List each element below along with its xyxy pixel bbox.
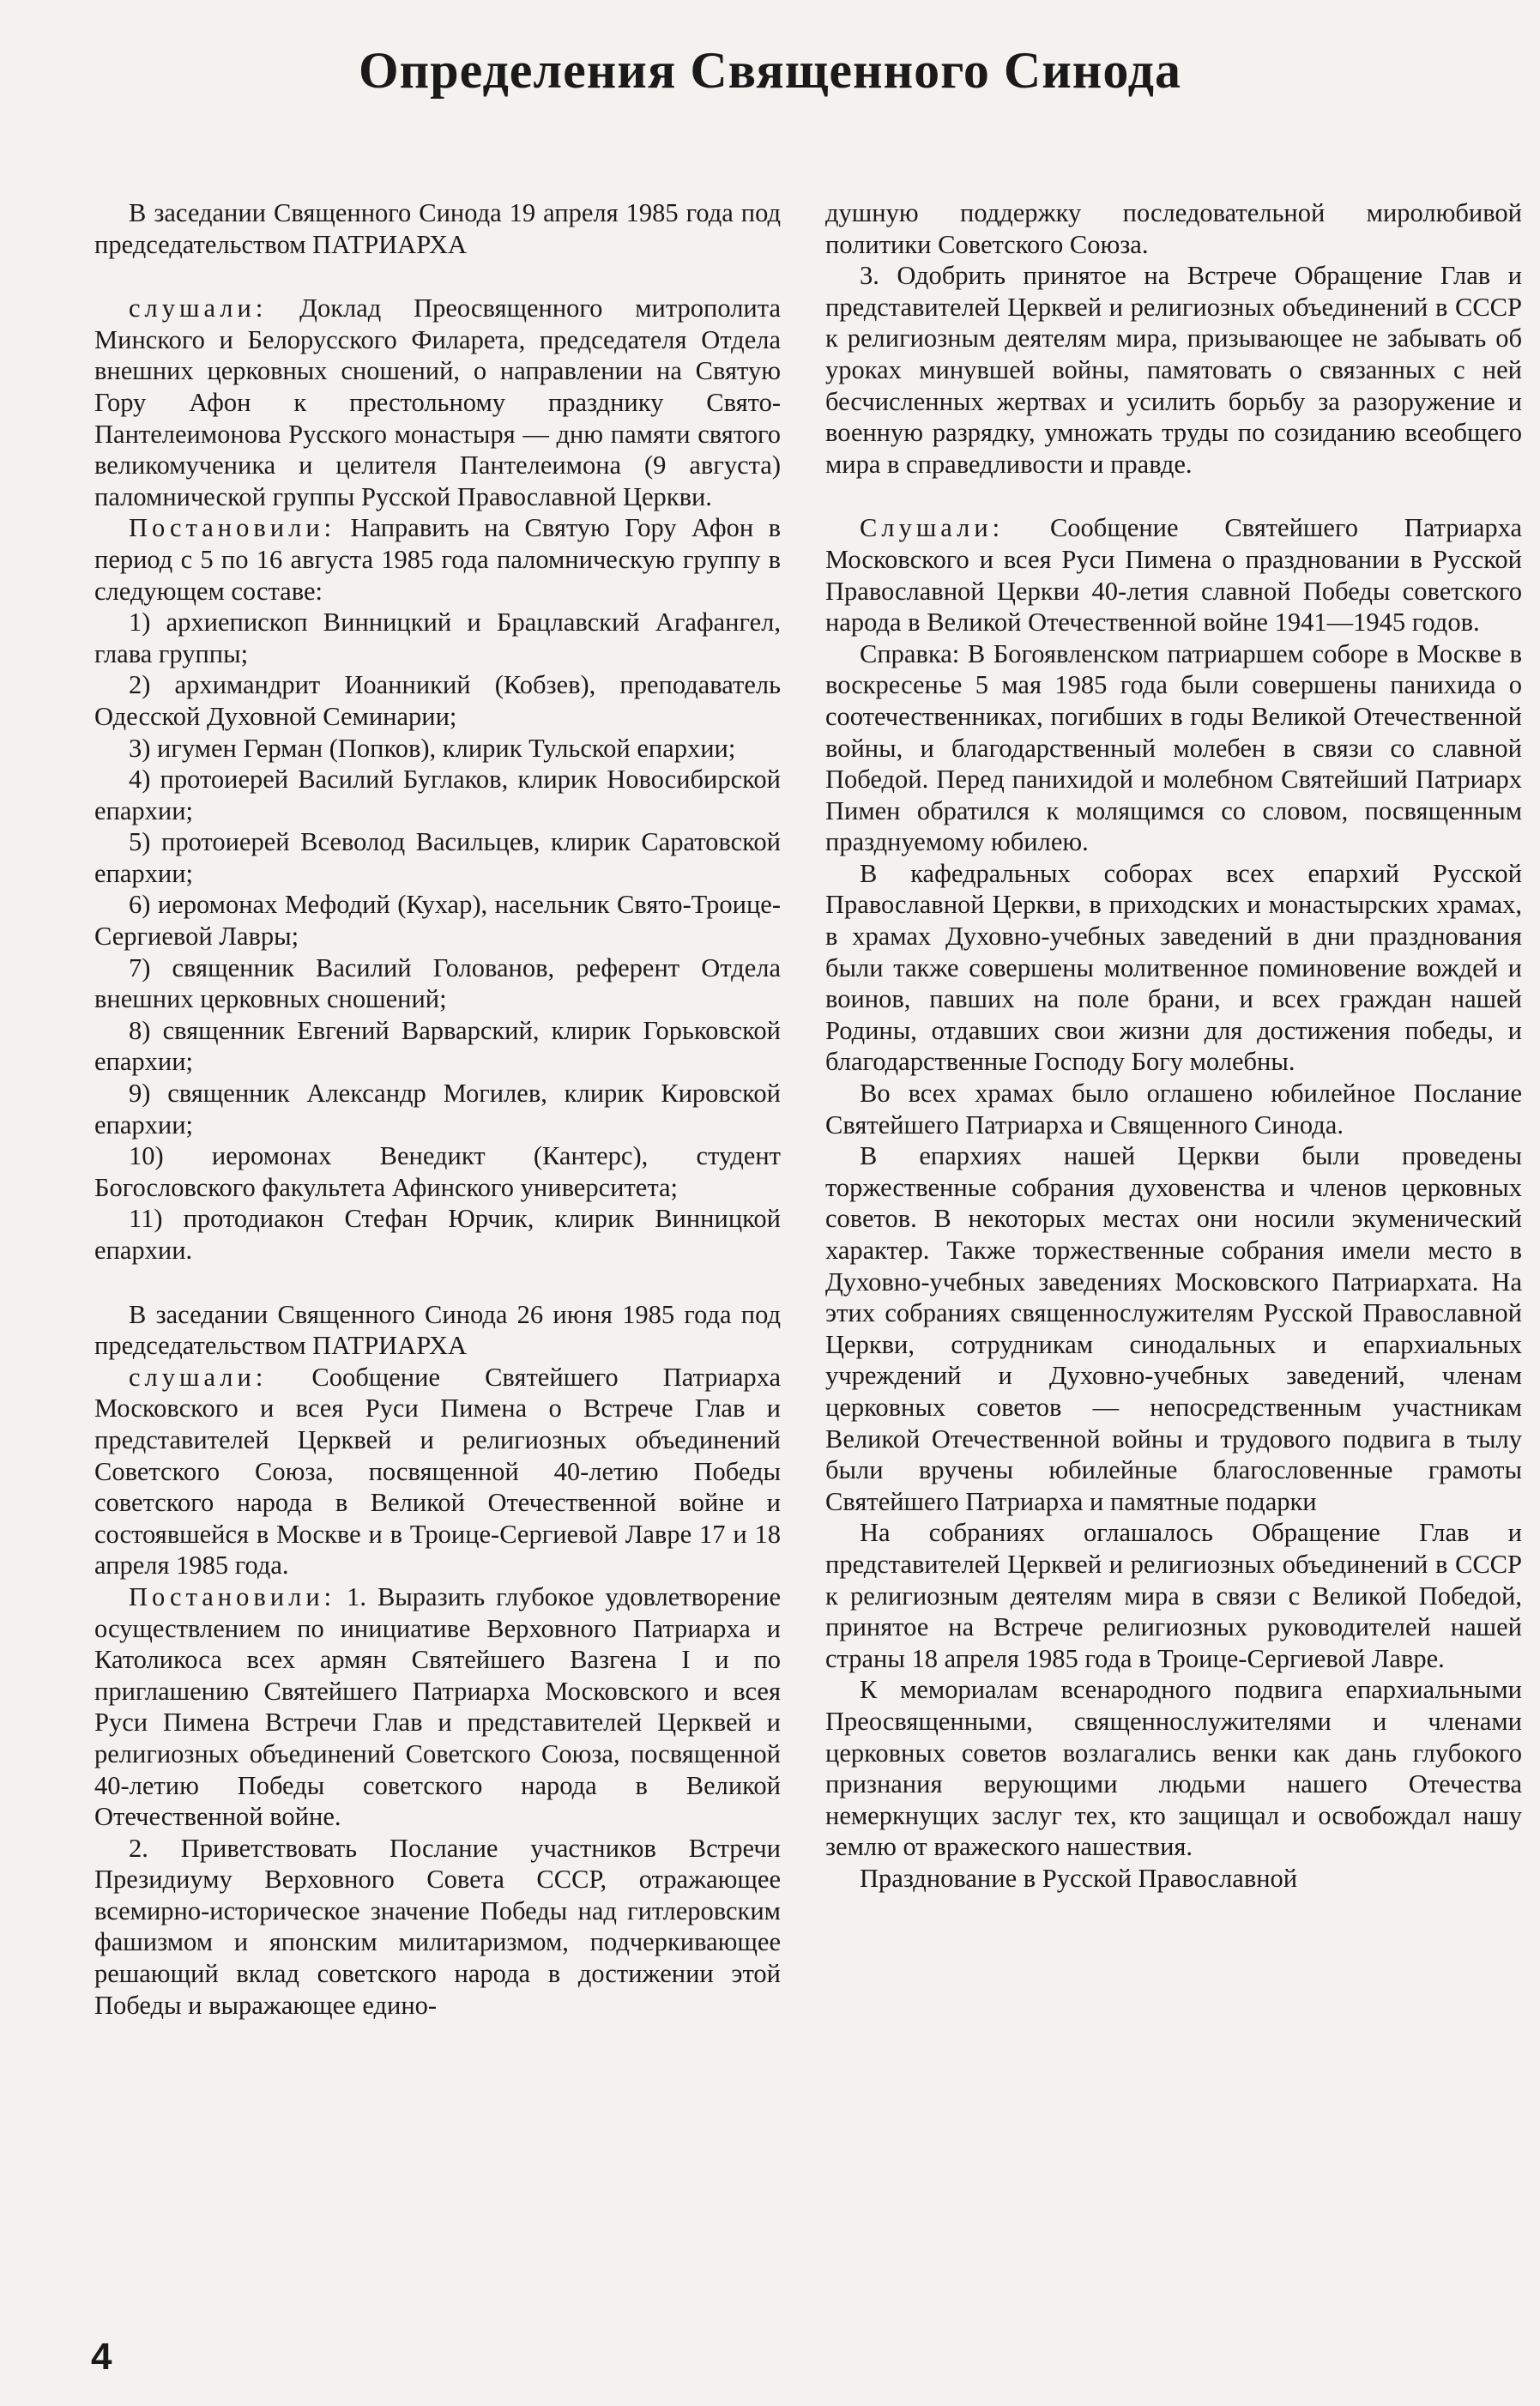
paragraph-text: Доклад Преосвященного митрополита Минского и Белорусского Филарета, председателя Отдела внешних церковных сношений, о направлении на Святую Гору Афон к престольному празднику Свято-Пантелеимонова Русского монастыря — дню памяти святого великомученика и целителя Пантелеимона (9 августа) паломнической группы Русской Православной Церкви. — [94, 293, 781, 511]
paragraph-text: В кафедральных соборах всех епархий Русской Православной Церкви, в приходских и монастырских храмах, в храмах Духовно-учебных заведений в дни празднования были также совершены молитвенное поминовение вождей и воинов, павших на поле брани, и всех граждан нашей Родины, отдавших свои жизни для достижения победы, и благодарственные Господу Богу молебны. — [825, 858, 1522, 1077]
paragraph-text: 6) иеромонах Мефодий (Кухар), насельник Свято-Троице-Сергиевой Лавры; — [94, 890, 781, 952]
right-column — [825, 197, 1522, 1894]
paragraph-text: Сообщение Святейшего Патриарха Московского и всея Руси Пимена о Встрече Глав и представителей Церквей и религиозных объединений Советского Союза, посвященной 40-летию Победы советского народа в Великой Отечественной войне и состоявшейся в Москве и в Троице-Сергиевой Лавре 17 и 18 апреля 1985 года. — [94, 1362, 781, 1581]
list-item — [94, 889, 781, 952]
paragraph-text: Сообщение Святейшего Патриарха Московского и всея Руси Пимена о праздновании в Русской Православной Церкви 40-летия славной Победы советского народа в Великой Отечественной войне 1941—1945 годов. — [825, 513, 1522, 638]
paragraph-text: В епархиях нашей Церкви были проведены торжественные собрания духовенства и членов церковных советов. В некоторых местах они носили экуменический характер. Также торжественные собрания имели место в Духовно-учебных заведениях Московского Патриархата. На этих собраниях священнослужителям Русской Православной Церкви, сотрудникам синодальных и епархиальных учреждений и Духовно-учебных заведений, членам церковных советов — непосредственным участникам Великой Отечественной войны и трудового подвига в тылу были вручены юбилейные благословенные грамоты Святейшего Патриарха и памятные подарки — [825, 1141, 1522, 1516]
paragraph-lead: Постановили: — [129, 513, 336, 543]
paragraph-text: Справка: В Богоявленском патриаршем соборе в Москве в воскресенье 5 мая 1985 года были совершены панихида о соотечественниках, погибших в годы Великой Отечественной войны, и благодарственный молебен в связи со славной Победой. Перед панихидой и молебном Святейший Патриарх Пимен обратился к молящимся со словом, посвященным празднуемому юбилею. — [825, 638, 1522, 857]
list-item — [94, 764, 781, 826]
paragraph-lead: Постановили: — [129, 1581, 336, 1611]
page-title: Определения Священного Синода — [359, 42, 1181, 99]
paragraph — [825, 197, 1522, 260]
list-item — [94, 1140, 781, 1203]
paragraph — [94, 1362, 781, 1581]
paragraph — [825, 1517, 1522, 1674]
list-item — [94, 607, 781, 669]
paragraph — [94, 1581, 781, 1833]
left-column — [94, 197, 781, 2021]
paragraph-text: На собраниях оглашалось Обращение Глав и представителей Церквей и религиозных объединений в СССР к религиозным деятелям мира в связи с Великой Победой, принятое на Встрече религиозных руководителей нашей страны 18 апреля 1985 года в Троице-Сергиевой Лавре. — [825, 1518, 1522, 1673]
page-number: 4 — [91, 2336, 112, 2378]
paragraph — [825, 1674, 1522, 1863]
list-item — [94, 826, 781, 889]
paragraph — [94, 512, 781, 607]
list-item — [94, 952, 781, 1015]
paragraph-lead: слушали: — [129, 1362, 268, 1392]
list-item — [94, 1203, 781, 1266]
paragraph — [825, 1078, 1522, 1140]
paragraph-text: 2. Приветствовать Послание участников Встречи Президиуму Верховного Совета СССР, отражающее всемирно-историческое значение Победы над гитлеровским фашизмом и японским милитаризмом, подчеркивающее решающий вклад советского народа в достижении этой Победы и выражающее едино- — [94, 1833, 781, 2020]
paragraph-text: 2) архимандрит Иоанникий (Кобзев), преподаватель Одесской Духовной Семинарии; — [94, 670, 781, 731]
paragraph-text: 9) священник Александр Могилев, клирик Кировской епархии; — [94, 1079, 781, 1140]
paragraph-text: 1) архиепископ Винницкий и Брацлавский Агафангел, глава группы; — [94, 608, 781, 668]
paragraph-lead: Слушали: — [860, 513, 1005, 543]
paragraph — [94, 197, 781, 260]
paragraph — [825, 260, 1522, 480]
list-item — [94, 1078, 781, 1140]
paragraph-text: 11) протодиакон Стефан Юрчик, клирик Винницкой епархии. — [94, 1204, 781, 1265]
paragraph-text: Направить на Святую Гору Афон в период с 5 по 16 августа 1985 года паломническую группу в следующем составе: — [94, 513, 781, 606]
paragraph — [825, 638, 1522, 858]
paragraph-text: 4) протоиерей Василий Буглаков, клирик Новосибирской епархии; — [94, 765, 781, 825]
paragraph-lead: слушали: — [129, 293, 268, 323]
paragraph — [825, 512, 1522, 638]
paragraph-text: 10) иеромонах Венедикт (Кантерс), студент Богословского факультета Афинского университета; — [94, 1141, 781, 1202]
list-item — [94, 669, 781, 732]
paragraph — [825, 858, 1522, 1078]
list-item — [94, 1015, 781, 1078]
paragraph-text: В заседании Священного Синода 26 июня 1985 года под председательством ПАТРИАРХА — [94, 1299, 781, 1361]
paragraph — [94, 293, 781, 512]
paragraph-text: Празднование в Русской Православной — [860, 1863, 1298, 1893]
paragraph-text: К мемориалам всенародного подвига епархиальными Преосвященными, священнослужителями и членами церковных советов возлагались венки как дань глубокого признания верующими людьми нашего Отечества немеркнущих заслуг тех, кто защищал и освобождал нашу землю от вражеского нашествия. — [825, 1675, 1522, 1862]
paragraph-text: В заседании Священного Синода 19 апреля 1985 года под председательством ПАТРИАРХА — [94, 198, 781, 259]
paragraph — [825, 1140, 1522, 1517]
list-item — [94, 733, 781, 765]
paragraph — [94, 1299, 781, 1362]
paragraph — [94, 1833, 781, 2022]
paragraph-text: Во всех храмах было оглашено юбилейное Послание Святейшего Патриарха и Священного Синода. — [825, 1079, 1522, 1140]
paragraph-text: 5) протоиерей Всеволод Васильцев, клирик Саратовской епархии; — [94, 827, 781, 888]
paragraph-text: 3. Одобрить принятое на Встрече Обращение Глав и представителей Церквей и религиозных объединений в СССР к религиозным деятелям мира, призывающее не забывать об уроках минувшей войны, памятовать о связанных с ней бесчисленных жертвах и усилить борьбу за разоружение и военную разрядку, умножать труды по созиданию всеобщего мира в справедливости и правде. — [825, 261, 1522, 479]
paragraph-text: 3) игумен Герман (Попков), клирик Тульской епархии; — [129, 733, 736, 763]
paragraph-text: 8) священник Евгений Варварский, клирик Горьковской епархии; — [94, 1015, 781, 1077]
paragraph-text: 7) священник Василий Голованов, референт Отдела внешних церковных сношений; — [94, 952, 781, 1014]
paragraph-text: 1. Выразить глубокое удовлетворение осуществлением по инициативе Верховного Патриарха и Католикоса всех армян Святейшего Вазгена I и по приглашению Святейшего Патриарха Московского и всея Руси Пимена Встречи Глав и представителей Церквей и религиозных объединений Советского Союза, посвященной 40-летию Победы советского народа в Великой Отечественной войне. — [94, 1581, 781, 1832]
paragraph — [825, 1863, 1522, 1895]
paragraph-text: душную поддержку последовательной миролюбивой политики Советского Союза. — [825, 198, 1522, 259]
